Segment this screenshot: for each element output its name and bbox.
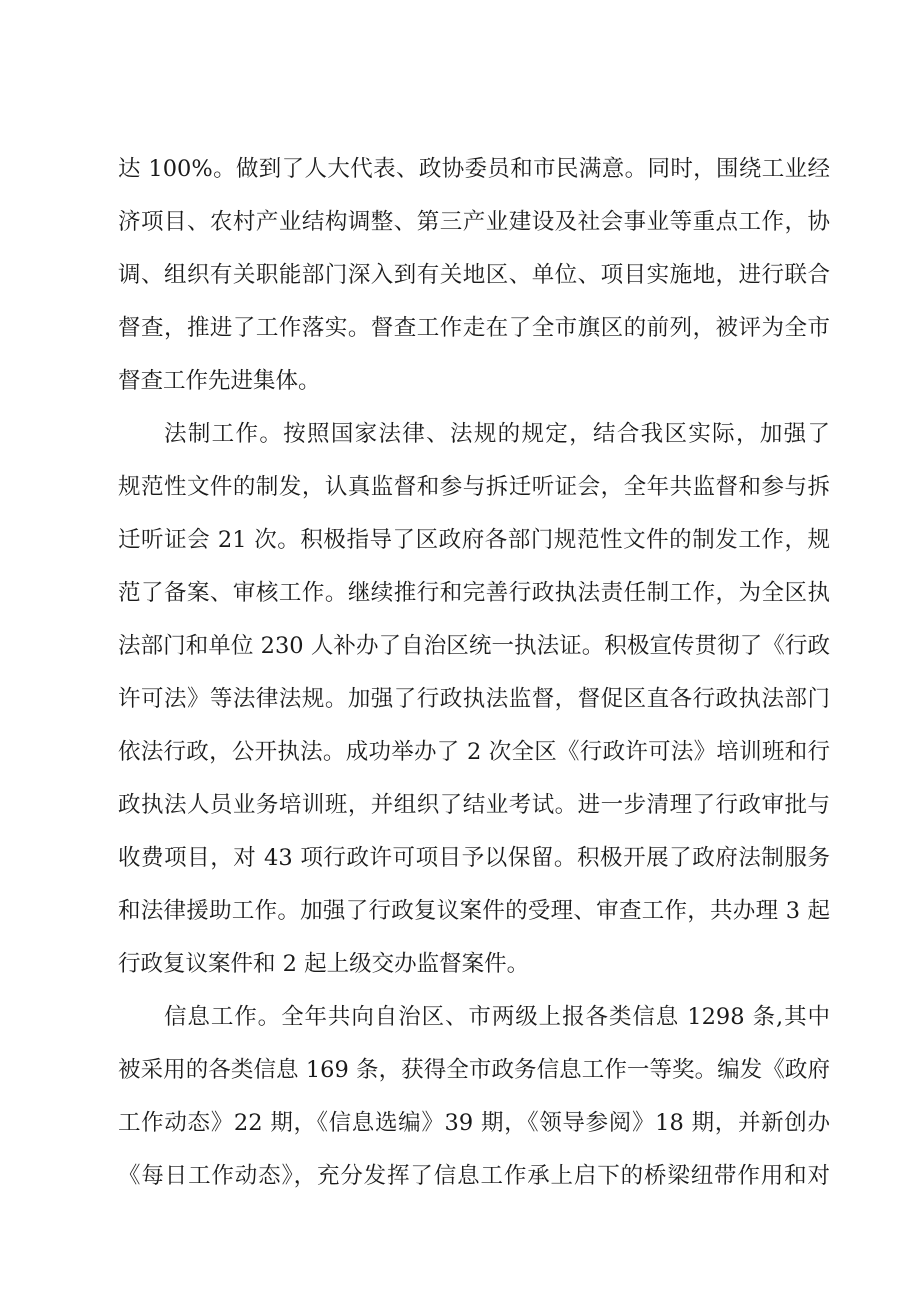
text-line: 济项目、农村产业结构调整、第三产业建设及社会事业等重点工作，协 bbox=[118, 209, 830, 235]
text-line: 督查，推进了工作落实。督查工作走在了全市旗区的前列，被评为全市 bbox=[118, 315, 830, 341]
text-line: 规范性文件的制发，认真监督和参与拆迁听证会，全年共监督和参与拆 bbox=[118, 474, 830, 500]
text-line: 依法行政，公开执法。成功举办了 2 次全区《行政许可法》培训班和行 bbox=[118, 739, 830, 765]
text-line: 行政复议案件和 2 起上级交办监督案件。 bbox=[118, 951, 530, 977]
text-line: 信息工作。全年共向自治区、市两级上报各类信息 1298 条,其中 bbox=[164, 1004, 830, 1030]
text-line: 《每日工作动态》，充分发挥了信息工作承上启下的桥梁纽带作用和对 bbox=[118, 1163, 830, 1189]
text-line: 许可法》等法律法规。加强了行政执法监督，督促区直各行政执法部门 bbox=[118, 686, 830, 712]
text-line: 督查工作先进集体。 bbox=[118, 368, 321, 394]
text-line: 达 100%。做到了人大代表、政协委员和市民满意。同时，围绕工业经 bbox=[118, 156, 830, 182]
body-text bbox=[118, 143, 830, 1203]
text-line: 和法律援助工作。加强了行政复议案件的受理、审查工作，共办理 3 起 bbox=[118, 898, 830, 924]
text-line: 被采用的各类信息 169 条，获得全市政务信息工作一等奖。编发《政府 bbox=[118, 1057, 830, 1083]
paragraph-information-work bbox=[118, 991, 830, 1203]
paragraph-supervision-continued bbox=[118, 143, 830, 408]
text-line: 范了备案、审核工作。继续推行和完善行政执法责任制工作，为全区执 bbox=[118, 580, 830, 606]
text-line: 政执法人员业务培训班，并组织了结业考试。进一步清理了行政审批与 bbox=[118, 792, 830, 818]
paragraph-legal-work bbox=[118, 408, 830, 991]
text-line: 收费项目，对 43 项行政许可项目予以保留。积极开展了政府法制服务 bbox=[118, 845, 830, 871]
text-line: 工作动态》22 期，《信息选编》39 期，《领导参阅》18 期，并新创办 bbox=[118, 1110, 830, 1136]
text-line: 法部门和单位 230 人补办了自治区统一执法证。积极宣传贯彻了《行政 bbox=[118, 633, 830, 659]
text-line: 法制工作。按照国家法律、法规的规定，结合我区实际，加强了 bbox=[164, 421, 830, 447]
text-line: 调、组织有关职能部门深入到有关地区、单位、项目实施地，进行联合 bbox=[118, 262, 830, 288]
text-line: 迁听证会 21 次。积极指导了区政府各部门规范性文件的制发工作，规 bbox=[118, 527, 830, 553]
